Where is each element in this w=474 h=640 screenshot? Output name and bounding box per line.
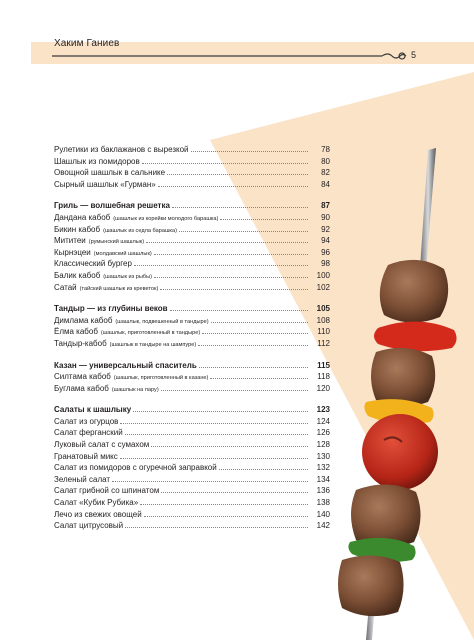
toc-page-number: 108 — [316, 315, 330, 325]
toc-page-number: 100 — [316, 270, 330, 280]
toc-entry-title: Сатай — [54, 282, 77, 292]
toc-page-number: 138 — [316, 498, 330, 508]
toc-page-number: 82 — [321, 168, 330, 178]
toc-entry-title: Классический бургер — [54, 259, 132, 269]
toc-entry[interactable] — [54, 315, 330, 327]
toc-entry-subtitle: (тайский шашлык из креветок) — [79, 285, 159, 292]
dot-leader — [219, 462, 308, 470]
toc-entry-title: Буглама кабоб — [54, 383, 109, 393]
author-name: Хаким Ганиев — [54, 38, 120, 49]
dot-leader — [120, 451, 308, 459]
dot-leader — [112, 474, 308, 482]
toc-entry[interactable] — [54, 235, 330, 247]
toc-page-number: 123 — [316, 405, 330, 415]
dot-leader — [210, 371, 308, 379]
toc-page-number: 98 — [321, 259, 330, 269]
dot-leader — [142, 156, 308, 164]
toc-entry[interactable] — [54, 371, 330, 383]
toc-entry-subtitle: (шашлык, приготовленный в казане) — [113, 375, 209, 382]
toc-entry-title: Дандана кабоб — [54, 212, 111, 222]
dot-leader — [179, 224, 308, 232]
toc-entry[interactable] — [54, 474, 330, 486]
dot-leader — [151, 439, 308, 447]
toc-entry-title: Лечо из свежих овощей — [54, 509, 142, 519]
dot-leader — [134, 258, 308, 266]
toc-section-heading[interactable] — [54, 200, 330, 212]
toc-entry[interactable] — [54, 144, 330, 156]
skewer-ornament-icon — [52, 52, 407, 60]
toc-entry-title: Салат цитрусовый — [54, 521, 124, 531]
toc-page-number: 134 — [316, 474, 330, 484]
toc-entry-title: Сырный шашлык «Гурман» — [54, 179, 156, 189]
toc-entry-title: Ёлма кабоб — [54, 327, 98, 337]
dot-leader — [199, 360, 308, 368]
dot-leader — [160, 282, 308, 290]
toc-entry[interactable] — [54, 485, 330, 497]
toc-entry-title: Салат грибной со шпинатом — [54, 486, 160, 496]
toc-entry[interactable] — [54, 451, 330, 463]
toc-entry[interactable] — [54, 462, 330, 474]
toc-page-number: 136 — [316, 486, 330, 496]
toc-page-number: 115 — [317, 360, 330, 370]
toc-entry[interactable] — [54, 497, 330, 509]
toc-page-number: 130 — [316, 451, 330, 461]
toc-entry[interactable] — [54, 338, 330, 350]
toc-page-number: 92 — [321, 224, 330, 234]
dot-leader — [211, 315, 308, 323]
toc-page-number: 128 — [316, 440, 330, 450]
toc-page-number: 96 — [321, 247, 330, 257]
toc-entry[interactable] — [54, 439, 330, 451]
toc-entry-title: Бикин кабоб — [54, 224, 101, 234]
toc-entry-title: Тандыр-кабоб — [54, 338, 107, 348]
toc-entry-title: Мититеи — [54, 236, 86, 246]
toc-entry[interactable] — [54, 247, 330, 259]
toc-entry[interactable] — [54, 167, 330, 179]
toc-entry[interactable] — [54, 416, 330, 428]
toc-entry-title: Гранатовый микс — [54, 451, 118, 461]
toc-entry-subtitle: (шашлык из седла барашка) — [103, 227, 177, 234]
toc-page-number: 90 — [321, 212, 330, 222]
dot-leader — [191, 144, 308, 152]
dot-leader — [144, 509, 308, 517]
toc-entry-subtitle: (шашлык на пару) — [111, 386, 159, 393]
toc-entry-title: Салаты к шашлыку — [54, 405, 132, 415]
toc-page-number: 140 — [316, 509, 330, 519]
toc-entry-title: Салат из огурцов — [54, 416, 119, 426]
toc-page-number: 94 — [321, 236, 330, 246]
kebab-skewer-illustration — [336, 140, 474, 640]
toc-page-number: 120 — [316, 383, 330, 393]
toc-entry[interactable] — [54, 509, 330, 521]
dot-leader — [140, 497, 308, 505]
dot-leader — [158, 179, 308, 187]
toc-entry[interactable] — [54, 383, 330, 395]
dot-leader — [161, 383, 308, 391]
section-gap — [54, 394, 330, 404]
dot-leader — [170, 303, 308, 311]
toc-entry-title: Кырнэцеи — [54, 247, 91, 257]
toc-page-number: 124 — [316, 416, 330, 426]
toc-page-number: 105 — [316, 304, 330, 314]
toc-entry-title: Казан — универсальный спаситель — [54, 360, 197, 370]
dot-leader — [202, 326, 308, 334]
toc-page-number: 80 — [321, 156, 330, 166]
toc-page-number: 84 — [321, 179, 330, 189]
dot-leader — [125, 520, 308, 528]
toc-page-number: 78 — [321, 145, 330, 154]
dot-leader — [133, 404, 308, 412]
toc-entry-title: Шашлык из помидоров — [54, 156, 140, 166]
toc-page-number: 87 — [321, 201, 330, 211]
dot-leader — [167, 167, 308, 175]
dot-leader — [146, 235, 308, 243]
toc-entry-title: Салат из помидоров с огуречной заправкой — [54, 463, 217, 473]
toc-entry-title: Димлама кабоб — [54, 315, 113, 325]
toc-page-number: 126 — [316, 428, 330, 438]
dot-leader — [220, 212, 308, 220]
toc-entry[interactable] — [54, 224, 330, 236]
toc-entry-title: Салат «Кубик Рубика» — [54, 498, 139, 508]
dot-leader — [120, 416, 308, 424]
toc-entry-subtitle: (молдавский шашлык) — [93, 250, 152, 257]
toc-entry[interactable] — [54, 427, 330, 439]
toc-page-number: 142 — [316, 521, 330, 531]
toc-page-number: 110 — [317, 327, 330, 337]
table-of-contents — [54, 144, 330, 532]
toc-entry[interactable] — [54, 156, 330, 168]
toc-entry-subtitle: (шашлык из корейки молодого барашка) — [113, 215, 219, 222]
toc-entry-title: Луковый салат с сумахом — [54, 440, 150, 450]
toc-page-number: 102 — [316, 282, 330, 292]
toc-entry[interactable] — [54, 258, 330, 270]
toc-entry-title: Тандыр — из глубины веков — [54, 304, 168, 314]
toc-entry[interactable] — [54, 179, 330, 191]
toc-entry-title: Силтама кабоб — [54, 372, 111, 382]
toc-entry[interactable] — [54, 212, 330, 224]
dot-leader — [161, 485, 308, 493]
toc-entry[interactable] — [54, 270, 330, 282]
dot-leader — [154, 270, 308, 278]
dot-leader — [172, 200, 308, 208]
section-gap — [54, 190, 330, 200]
toc-entry-subtitle: (румынский шашлык) — [88, 239, 145, 246]
toc-entry-title: Балик кабоб — [54, 270, 101, 280]
page-number: 5 — [411, 50, 417, 60]
toc-entry-title: Гриль — волшебная решетка — [54, 201, 170, 211]
toc-page-number: 112 — [317, 338, 330, 348]
dot-leader — [154, 247, 308, 255]
toc-section-heading[interactable] — [54, 360, 330, 372]
toc-entry-title: Салат ферганский — [54, 428, 123, 438]
dot-leader — [125, 427, 308, 435]
toc-section-heading[interactable] — [54, 404, 330, 416]
toc-entry-title: Рулетики из баклажанов с вырезкой — [54, 145, 189, 154]
toc-section-heading[interactable] — [54, 303, 330, 315]
toc-entry-subtitle: (шашлык из рыбы) — [103, 273, 152, 280]
dot-leader — [198, 338, 308, 346]
toc-page-number: 118 — [317, 372, 330, 382]
toc-entry-subtitle: (шашлык в тандыре на шампуре) — [109, 341, 197, 348]
toc-entry-title: Овощной шашлык в сальнике — [54, 168, 166, 178]
toc-page-number: 132 — [316, 463, 330, 473]
toc-entry-subtitle: (шашлык, приготовленный в тандыре) — [100, 330, 201, 337]
toc-entry[interactable] — [54, 326, 330, 338]
toc-entry-title: Зеленый салат — [54, 474, 111, 484]
toc-entry[interactable] — [54, 282, 330, 294]
toc-entry[interactable] — [54, 520, 330, 532]
toc-entry-subtitle: (шашлык, подвешенный в тандыре) — [115, 318, 209, 325]
